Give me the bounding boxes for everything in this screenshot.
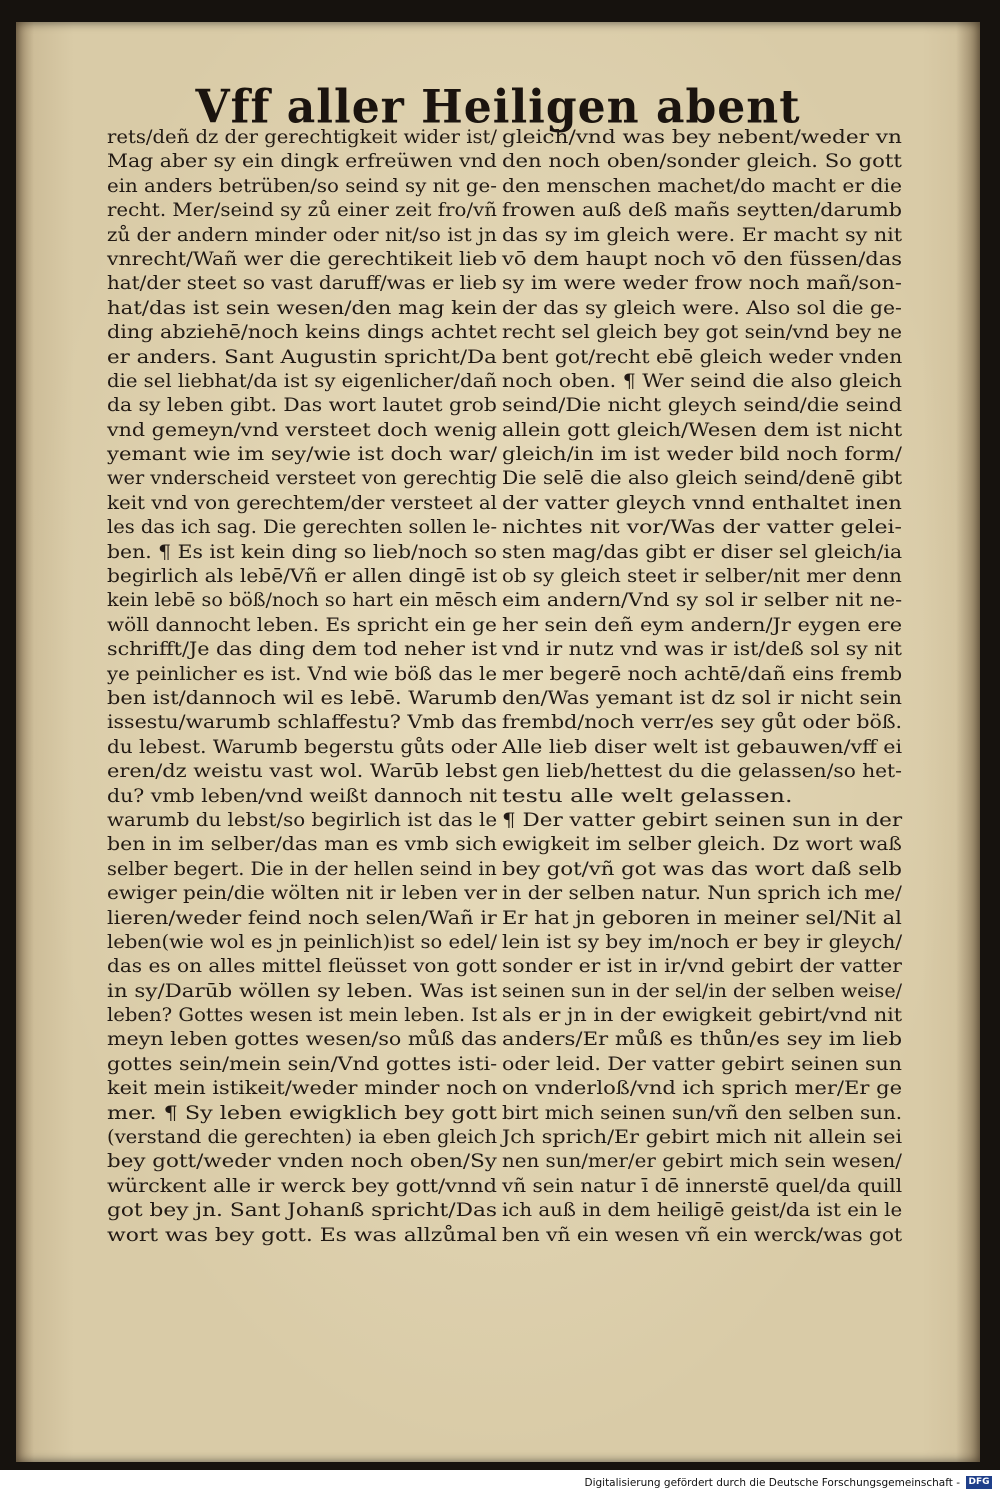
text-line bbox=[502, 906, 902, 930]
text-line bbox=[107, 564, 497, 588]
page-spine-shadow bbox=[956, 22, 980, 1462]
text-line-content: ob sy gleich steet ir selber/nit mer denn bbox=[502, 565, 902, 588]
text-line-content: ich auß in dem heiligē geist/da ist ein le bbox=[502, 1199, 903, 1222]
text-line bbox=[502, 1125, 902, 1149]
text-line-content: ben in im selber/das man es vmb sich bbox=[107, 833, 497, 856]
text-line bbox=[502, 515, 902, 539]
text-line bbox=[107, 125, 497, 149]
text-line-content: seinen sun in der sel/in der selben weise/ bbox=[502, 979, 903, 1002]
text-line-content: yemant wie im sey/wie ist doch war/ bbox=[107, 443, 498, 466]
text-line-content: keit mein istikeit/weder minder noch bbox=[107, 1077, 498, 1100]
text-line-content: ein anders betrüben/so seind sy nit ge- bbox=[107, 174, 497, 197]
text-line bbox=[107, 1027, 497, 1051]
text-line-content: das sy im gleich were. Er macht sy nit bbox=[502, 223, 903, 246]
text-line-content: leben(wie wol es jn peinlich)ist so edel/ bbox=[107, 930, 498, 953]
text-line-content: den noch oben/sonder gleich. So gott bbox=[502, 150, 902, 173]
text-line bbox=[502, 369, 902, 393]
text-line bbox=[107, 1125, 497, 1149]
text-line-content: recht. Mer/seind sy zů einer zeit fro/vñ bbox=[107, 199, 497, 222]
text-line bbox=[502, 418, 902, 442]
text-line bbox=[107, 320, 497, 344]
text-line bbox=[107, 296, 497, 320]
text-line bbox=[502, 320, 902, 344]
running-head: Vff aller Heiligen abent bbox=[195, 80, 801, 135]
text-line-content: du lebest. Warumb begerstu gůts oder bbox=[107, 735, 497, 758]
right-text-column bbox=[502, 125, 902, 1247]
text-line bbox=[502, 1027, 902, 1051]
text-line bbox=[107, 1149, 497, 1173]
text-line-content: hat/das ist sein wesen/den mag kein bbox=[107, 296, 498, 319]
text-line bbox=[107, 491, 497, 515]
text-line bbox=[107, 345, 497, 369]
text-line bbox=[502, 247, 902, 271]
text-line-content: kein lebē so böß/noch so hart ein mēsch bbox=[107, 589, 498, 612]
text-line-content: der vatter gleych vnnd enthaltet inen bbox=[502, 491, 902, 514]
text-line-content: sonder er ist in ir/vnd gebirt der vatter bbox=[502, 955, 902, 978]
text-line-content: frembd/noch verr/es sey gůt oder böß. bbox=[502, 711, 903, 734]
text-line bbox=[107, 198, 497, 222]
text-line-content: Mag aber sy ein dingk erfreüwen vnd bbox=[107, 150, 497, 173]
text-line bbox=[502, 296, 902, 320]
text-line-content: du? vmb leben/vnd weißt dannoch nit bbox=[107, 784, 497, 807]
text-line bbox=[502, 174, 902, 198]
text-line-content: ye peinlicher es ist. Vnd wie böß das le bbox=[107, 662, 497, 685]
text-line bbox=[502, 857, 902, 881]
text-line-content: hat/der steet so vast daruff/was er lieb bbox=[107, 272, 497, 295]
text-line-content: her sein deñ eym andern/Jr eygen ere bbox=[502, 613, 903, 636]
text-line-content: lein ist sy bey im/noch er bey ir gleych/ bbox=[502, 930, 903, 953]
text-line-content: bent got/recht ebē gleich weder vnden bbox=[502, 345, 903, 368]
text-line bbox=[107, 710, 497, 734]
page-edge-shadow bbox=[16, 22, 34, 1462]
text-line bbox=[107, 857, 497, 881]
text-line-content: die sel liebhat/da ist sy eigenlicher/dañ bbox=[107, 369, 497, 392]
text-line-content: begirlich als lebē/Vñ er allen dingē ist bbox=[107, 565, 497, 588]
text-line bbox=[107, 393, 497, 417]
text-line bbox=[107, 1223, 497, 1247]
text-line-content: allein gott gleich/Wesen dem ist nicht bbox=[502, 418, 903, 441]
text-line-content: on vnderloß/vnd ich sprich mer/Er ge bbox=[502, 1077, 903, 1100]
text-line bbox=[107, 637, 497, 661]
text-line-content: recht sel gleich bey got sein/vnd bey ne bbox=[502, 321, 903, 344]
text-line bbox=[502, 1223, 902, 1247]
text-line bbox=[107, 954, 497, 978]
text-line bbox=[502, 540, 902, 564]
text-line-content: sten mag/das gibt er diser sel gleich/ia bbox=[502, 540, 903, 563]
text-line-content: würckent alle ir werck bey gott/vnnd bbox=[107, 1174, 497, 1197]
text-line-content: vñ sein natur ī dē innerstē quel/da quill bbox=[502, 1174, 903, 1197]
text-line-content: wöll dannocht leben. Es spricht ein ge bbox=[107, 613, 497, 636]
text-line-content: den/Was yemant ist dz sol ir nicht sein bbox=[502, 686, 902, 709]
text-line-content: vnrecht/Wañ wer die gerechtikeit lieb bbox=[107, 247, 498, 270]
left-text-column bbox=[107, 125, 497, 1247]
text-line bbox=[502, 979, 902, 1003]
text-line bbox=[107, 735, 497, 759]
funding-notice: Digitalisierung gefördert durch die Deutsche Forschungsgemeinschaft - bbox=[584, 1477, 960, 1489]
text-line bbox=[502, 637, 902, 661]
text-line bbox=[502, 1149, 902, 1173]
text-line-content: anders/Er můß es thůn/es sey im lieb bbox=[502, 1028, 903, 1051]
text-line-content: bey gott/weder vnden noch oben/Sy bbox=[107, 1150, 497, 1173]
text-line-content: sy im were weder frow noch mañ/son- bbox=[502, 272, 902, 295]
text-line-content: got bey jn. Sant Johanß spricht/Das bbox=[107, 1199, 498, 1222]
text-line-content: noch oben. ¶ Wer seind die also gleich bbox=[502, 369, 902, 392]
text-line-content: testu alle welt gelassen. bbox=[502, 784, 793, 807]
text-line bbox=[502, 930, 902, 954]
text-line bbox=[107, 418, 497, 442]
text-line-content: in sy/Darūb wöllen sy leben. Was ist bbox=[107, 979, 498, 1002]
text-line bbox=[502, 808, 902, 832]
text-line-content: in der selben natur. Nun sprich ich me/ bbox=[502, 882, 902, 905]
text-line-content: zů der andern minder oder nit/so ist jn bbox=[107, 223, 497, 246]
text-line bbox=[502, 271, 902, 295]
text-line-content: Er hat jn geboren in meiner sel/Nit al bbox=[502, 906, 902, 929]
text-line bbox=[502, 491, 902, 515]
text-line bbox=[107, 979, 497, 1003]
text-line-content: nen sun/mer/er gebirt mich sein wesen/ bbox=[502, 1150, 902, 1173]
text-line-content: issestu/warumb schlaffestu? Vmb das bbox=[107, 711, 498, 734]
text-line-content: Alle lieb diser welt ist gebauwen/vff ei bbox=[502, 735, 903, 758]
text-line bbox=[502, 588, 902, 612]
text-line-content: der das sy gleich were. Also sol die ge- bbox=[502, 296, 902, 319]
text-line-content: les das ich sag. Die gerechten sollen le- bbox=[107, 516, 498, 539]
text-line bbox=[502, 466, 902, 490]
text-line bbox=[502, 223, 902, 247]
text-line bbox=[502, 198, 902, 222]
text-line bbox=[502, 149, 902, 173]
text-line-content: gleich/in im ist weder bild noch form/ bbox=[502, 443, 902, 466]
text-line bbox=[502, 881, 902, 905]
text-line-content: vnd ir nutz vnd was ir ist/deß sol sy nit bbox=[502, 638, 902, 661]
text-line bbox=[107, 808, 497, 832]
text-line bbox=[107, 1174, 497, 1198]
text-line-content: ¶ Der vatter gebirt seinen sun in der bbox=[502, 808, 903, 831]
text-line-content: keit vnd von gerechtem/der versteet al bbox=[107, 491, 497, 514]
text-line bbox=[107, 174, 497, 198]
text-line bbox=[502, 1174, 902, 1198]
text-line bbox=[107, 1076, 497, 1100]
text-line bbox=[502, 1076, 902, 1100]
text-line-content: leben? Gottes wesen ist mein leben. Ist bbox=[107, 1004, 498, 1027]
text-line-content: gleich/vnd was bey nebent/weder vn bbox=[502, 126, 902, 148]
text-line bbox=[107, 1101, 497, 1125]
text-line bbox=[502, 832, 902, 856]
text-line bbox=[107, 271, 497, 295]
text-line-content: ben vñ ein wesen vñ ein werck/was got bbox=[502, 1223, 903, 1246]
text-line-content: rets/deñ dz der gerechtigkeit wider ist/ bbox=[107, 126, 497, 148]
text-line bbox=[107, 832, 497, 856]
text-line bbox=[107, 930, 497, 954]
text-line bbox=[502, 710, 902, 734]
text-line-content: Die selē die also gleich seind/denē gibt bbox=[502, 467, 903, 490]
text-line bbox=[502, 125, 902, 149]
text-line-content: (verstand die gerechten) ia eben gleich bbox=[107, 1126, 498, 1149]
text-line bbox=[502, 564, 902, 588]
text-line-content: das es on alles mittel fleüsset von gott bbox=[107, 955, 497, 978]
text-line-content: ding abziehē/noch keins dings achtet bbox=[107, 321, 497, 344]
text-line-content: oder leid. Der vatter gebirt seinen sun bbox=[502, 1052, 903, 1075]
text-line-content: nichtes nit vor/Was der vatter gelei- bbox=[502, 516, 902, 539]
text-line bbox=[107, 906, 497, 930]
text-line bbox=[107, 662, 497, 686]
text-line bbox=[502, 735, 902, 759]
text-line bbox=[107, 588, 497, 612]
text-line bbox=[107, 1198, 497, 1222]
text-line-content: den menschen machet/do macht er die bbox=[502, 174, 903, 197]
text-line-content: birt mich seinen sun/vñ den selben sun. bbox=[502, 1101, 903, 1124]
text-line-content: wort was bey gott. Es was allzůmal bbox=[107, 1223, 498, 1246]
text-line bbox=[107, 613, 497, 637]
text-line bbox=[107, 515, 497, 539]
text-line bbox=[502, 759, 902, 783]
text-line bbox=[502, 1198, 902, 1222]
text-line-content: er anders. Sant Augustin spricht/Da bbox=[107, 345, 497, 368]
text-line-content: gottes sein/mein sein/Vnd gottes isti- bbox=[107, 1052, 498, 1075]
text-line bbox=[502, 1101, 902, 1125]
text-line-content: als er jn in der ewigkeit gebirt/vnd nit bbox=[502, 1004, 903, 1027]
text-line bbox=[107, 686, 497, 710]
text-line bbox=[502, 442, 902, 466]
text-line-content: frowen auß deß mañs seytten/darumb bbox=[502, 199, 903, 222]
text-line-content: vō dem haupt noch vō den füssen/das bbox=[502, 247, 903, 270]
text-line bbox=[107, 881, 497, 905]
text-line-content: ewiger pein/die wölten nit ir leben ver bbox=[107, 882, 497, 905]
text-line bbox=[107, 784, 497, 808]
text-line bbox=[502, 1003, 902, 1027]
text-line bbox=[502, 1052, 902, 1076]
text-line bbox=[107, 1003, 497, 1027]
text-line-content: wer vnderscheid versteet von gerechtig bbox=[107, 467, 497, 490]
text-line bbox=[107, 247, 497, 271]
text-line bbox=[502, 393, 902, 417]
text-line bbox=[502, 784, 902, 808]
text-line-content: gen lieb/hettest du die gelassen/so het- bbox=[502, 760, 902, 783]
dfg-logo: DFG bbox=[966, 1476, 992, 1489]
text-line bbox=[107, 369, 497, 393]
text-line-content: seind/Die nicht gleych seind/die seind bbox=[502, 394, 903, 417]
text-line bbox=[107, 759, 497, 783]
text-line-content: mer. ¶ Sy leben ewigklich bey gott bbox=[107, 1101, 497, 1124]
text-line bbox=[502, 345, 902, 369]
text-line bbox=[107, 223, 497, 247]
text-line-content: mer begerē noch achtē/dañ eins fremb bbox=[502, 662, 903, 685]
footer-bar bbox=[0, 1470, 1000, 1495]
text-line-content: eim andern/Vnd sy sol ir selber nit ne- bbox=[502, 589, 903, 612]
text-line-content: meyn leben gottes wesen/so můß das bbox=[107, 1028, 498, 1051]
text-line bbox=[107, 466, 497, 490]
text-line-content: Jch sprich/Er gebirt mich nit allein sei bbox=[502, 1126, 903, 1149]
text-line-content: vnd gemeyn/vnd versteet doch wenig bbox=[107, 418, 498, 441]
text-line-content: ben. ¶ Es ist kein ding so lieb/noch so bbox=[107, 540, 497, 563]
text-line-content: da sy leben gibt. Das wort lautet grob bbox=[107, 394, 497, 417]
text-line bbox=[502, 686, 902, 710]
text-line bbox=[107, 442, 497, 466]
text-line-content: lieren/weder feind noch selen/Wañ ir bbox=[107, 906, 497, 929]
text-line bbox=[107, 1052, 497, 1076]
text-line bbox=[107, 149, 497, 173]
text-line-content: schrifft/Je das ding dem tod neher ist bbox=[107, 638, 498, 661]
text-line-content: eren/dz weistu vast wol. Warūb lebst bbox=[107, 760, 498, 783]
text-line-content: selber begert. Die in der hellen seind in bbox=[107, 857, 497, 880]
text-line-content: warumb du lebst/so begirlich ist das le bbox=[107, 808, 498, 831]
text-line-content: bey got/vñ got was das wort daß selb bbox=[502, 857, 902, 880]
text-line-content: ben ist/dannoch wil es lebē. Warumb bbox=[107, 686, 498, 709]
text-line bbox=[502, 662, 902, 686]
text-line-content: ewigkeit im selber gleich. Dz wort waß bbox=[502, 833, 902, 856]
text-line bbox=[502, 613, 902, 637]
text-line bbox=[107, 540, 497, 564]
text-line bbox=[502, 954, 902, 978]
